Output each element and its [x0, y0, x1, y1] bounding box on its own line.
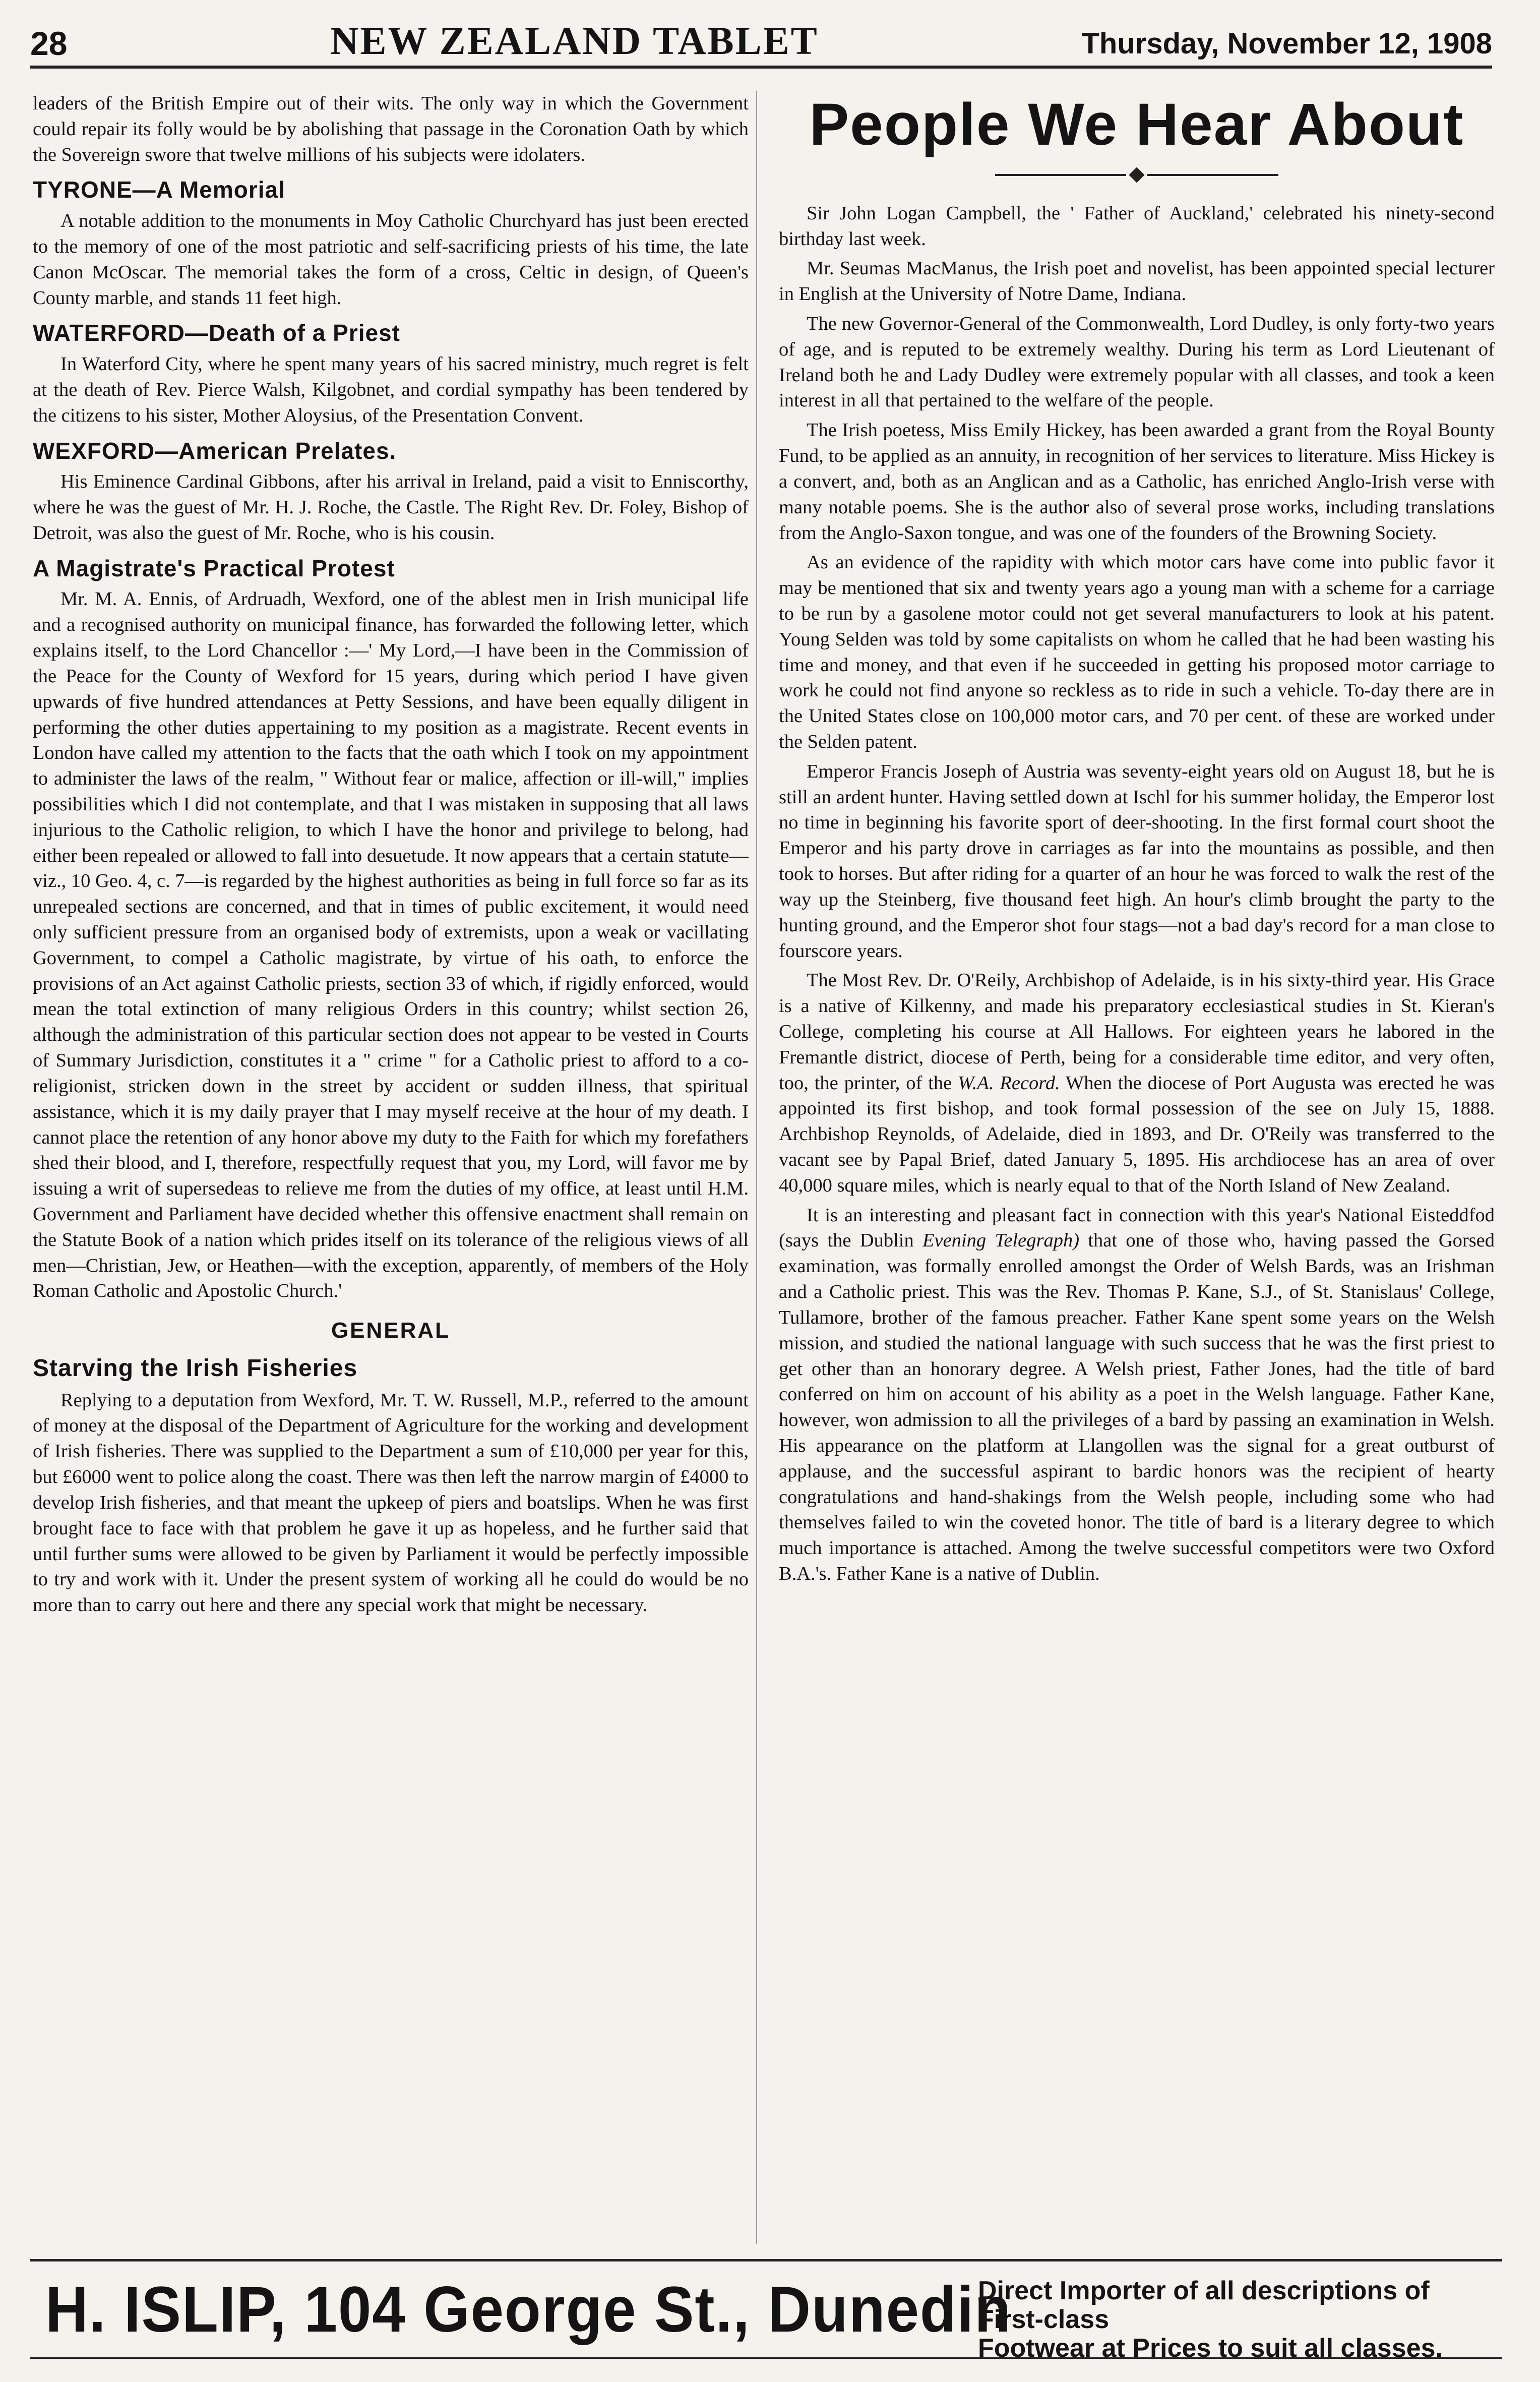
issue-date: Thursday, November 12, 1908: [1081, 27, 1492, 60]
news-item: The Irish poetess, Miss Emily Hickey, has been awarded a grant from the Royal Bounty Fund, to be applied as an annuity, in recognition of her services to literature. Miss Hickey is a convert, and, both as an Anglican and as a Catholic, has enriched Anglo-Irish verse with many notable poems. She is the author also of several prose works, including translations from the Anglo-Saxon tongue, and was one of the founders of the Browning Society.: [779, 420, 1495, 544]
publication-name: W.A. Record.: [958, 1072, 1060, 1094]
article-heading: WEXFORD—American Prelates.: [33, 437, 397, 464]
news-item: Mr. Seumas MacManus, the Irish poet and novelist, has been appointed special lecturer in English at the University of Notre Dame, Indiana.: [779, 258, 1495, 305]
rule-line: [1147, 174, 1278, 176]
news-item: The new Governor-General of the Commonwealth, Lord Dudley, is only forty-two years of age, and is reputed to be extremely wealthy. During his term as Lord Lieutenant of Ireland both he and Lady Dudley were extremely popular with all classes, and took a keen interest in all that pertained to the welfare of the people.: [779, 313, 1495, 411]
article-paragraph: Replying to a deputation from Wexford, Mr. T. W. Russell, M.P., referred to the amount of money at the disposal of the Department of Agriculture for the working and development of Irish fisheries. There was supplied to the Department a sum of £10,000 per year for this, but £6000 went to police along the coast. There was then left the narrow margin of £4000 to develop Irish fisheries, and that meant the upkeep of piers and boatslips. When he was first brought face to face with that problem he gave it up as hopeless, and he further said that until further sums were allowed to be given by Parliament it would be perfectly impossible to try and work with it. Under the present system of working all he could do would be no more than to carry out here and there any special work that might be necessary.: [33, 1389, 749, 1616]
left-column: [33, 91, 749, 1622]
diamond-icon: [1129, 167, 1144, 183]
news-item: [779, 1203, 1495, 1587]
text-run: The Most Rev. Dr. O'Reily, Archbishop of Adelaide, is in his sixty-third year. His Grace is a native of Kilkenny, and made his preparatory ecclesiastical studies in St. Kieran's College, completing his course at All Hallows. For eighteen years he labored in the Fremantle district, diocese of Perth, being for a considerable time editor, and very often, too, the printer, of the: [779, 970, 1495, 1094]
newspaper-title: NEW ZEALAND TABLET: [330, 19, 819, 63]
article-heading: WATERFORD—Death of a Priest: [33, 320, 400, 346]
article-heading: A Magistrate's Practical Protest: [33, 555, 395, 581]
publication-name: Evening Telegraph): [922, 1230, 1080, 1252]
column-divider: [756, 91, 757, 2244]
section-heading-general: GENERAL: [331, 1318, 451, 1343]
article-paragraph: In Waterford City, where he spent many years of his sacred ministry, much regret is felt at the death of Rev. Pierce Walsh, Kilgobnet, and cordial sympathy has been tendered by the citizens to his sister, Mother Aloysius, of the Presentation Convent.: [33, 353, 749, 426]
right-column: [779, 91, 1495, 1591]
ornamental-rule: [779, 169, 1495, 181]
advertisement-banner: [30, 2259, 1502, 2363]
article-paragraph: leaders of the British Empire out of their wits. The only way in which the Government could repair its folly would be by abolishing that passage in the Coronation Oath by which the Sovereign swore that twelve millions of his subjects were idolaters.: [33, 93, 749, 165]
article-paragraph: A notable addition to the monuments in Moy Catholic Churchyard has just been erected to the memory of one of the most patriotic and self-sacrificing priests of his time, the late Canon McOscar. The memorial takes the form of a cross, Celtic in design, of Queen's County marble, and stands 11 feet high.: [33, 210, 749, 309]
news-item: [779, 968, 1495, 1198]
article-paragraph: His Eminence Cardinal Gibbons, after his arrival in Ireland, paid a visit to Enniscorthy, where he was the guest of Mr. H. J. Roche, the Castle. The Right Rev. Dr. Foley, Bishop of Detroit, was also the guest of Mr. Roche, who is his cousin.: [33, 471, 749, 544]
article-paragraph: Mr. M. A. Ennis, of Ardruadh, Wexford, one of the ablest men in Irish municipal life and a recognised authority on municipal finance, has forwarded the following letter, which explains itself, to the Lord Chancellor :—' My Lord,—I have been in the Commission of the Peace for the County of Wexford for 15 years, during which period I have given upwards of five hundred attendances at Petty Sessions, and have been equally diligent in performing the other duties appertaining to my position as a magistrate. Recent events in London have called my attention to the facts that the oath which I took on my appointment to administer the laws of the realm, " Without fear or malice, affection or ill-will," implies possibilities which I did not contemplate, and that I was mistaken in supposing that all laws injurious to the Catholic religion, to which I have the honor and privilege to belong, had either been repealed or allowed to fall into desuetude. It now appears that a certain statute—viz., 10 Geo. 4, c. 7—is regarded by the highest authorities as being in full force so far as its unrepealed sections are concerned, and that in times of public excitement, it would need only sufficient pressure from an organised body of extremists, upon a weak or vacillating Government, to compel a Catholic magistrate, by virtue of his oath, to enforce the provisions of an Act against Catholic priests, section 33 of which, if rigidly enforced, would mean the total extinction of many religious Orders in this country; whilst section 26, although the administration of this particular section does not appear to be vested in Courts of Summary Jurisdiction, constitutes it a " crime " for a Catholic priest to afford to a co-religionist, stricken down in the street by accident or sudden illness, that spiritual assistance, which it is my daily prayer that I may myself receive at the hour of my death. I cannot place the retention of any honor above my duty to the Faith for which my forefathers shed their blood, and I, therefore, respectfully request that you, my Lord, will favor me by issuing a writ of supersedeas to relieve me from the duties of my office, at least until H.M. Government and Parliament have decided whether this offensive enactment shall remain on the Statute Book of a nation which prides itself on its tolerance of the religious views of all men—Christian, Jew, or Heathen—with the exception, apparently, of members of the Holy Roman Catholic and Apostolic Church.': [33, 588, 749, 1302]
article-heading: TYRONE—A Memorial: [33, 176, 285, 203]
page-number: 28: [30, 25, 68, 62]
article-heading: Starving the Irish Fisheries: [33, 1355, 358, 1382]
text-run: It is an interesting and pleasant fact in connection with this year's National Eisteddfod (says the Dublin: [779, 1204, 1495, 1252]
news-item: Emperor Francis Joseph of Austria was seventy-eight years old on August 18, but he is still an ardent hunter. Having settled down at Ischl for his summer holiday, the Emperor lost no time in beginning his favorite sport of deer-shooting. In the first formal court shoot the Emperor and his party drove in carriages as far into the mountains as possible, and then took to horses. But after riding for a quarter of an hour he was forced to walk the rest of the way up the Steinberg, five thousand feet high. An hour's climb brought the party to the hunting ground, and the Emperor shot four stags—not a bad day's record for a man close to fourscore years.: [779, 760, 1495, 962]
tagline-line-1: Direct Importer of all descriptions of First-class: [978, 2276, 1430, 2335]
text-run: When the diocese of Port Augusta was erected he was appointed its first bishop, and took formal possession of the see on July 15, 1888. Archbishop Reynolds, of Adelaide, died in 1893, and Dr. O'Reily was transferred to the vacant see by Papal Brief, dated January 5, 1895. His archdiocese has an area of over 40,000 square miles, which is nearly equal to that of the North Island of New Zealand.: [779, 1072, 1495, 1196]
news-item: As an evidence of the rapidity with which motor cars have come into public favor it may be mentioned that six and twenty years ago a young man with a scheme for a carriage to be run by a gasolene motor could not get several manufacturers to look at his patent. Young Selden was told by some capitalists on whom he called that he had been wasting his time and money, and that even if he succeeded in getting his proposed motor carriage to work he could not find anyone so reckless as to ride in such a vehicle. To-day there are in the United States close on 100,000 motor cars, and 70 per cent. of these are worked under the Selden patent.: [779, 552, 1495, 752]
tagline-line-2: Footwear at Prices to suit all classes.: [978, 2334, 1443, 2363]
people-we-hear-about-title: People We Hear About: [809, 91, 1464, 158]
advertisement-tagline: [978, 2277, 1492, 2363]
text-run: that one of those who, having passed the Gorsed examination, was formally enrolled amongst the Order of Welsh Bards, was an Irishman and a Catholic priest. This was the Rev. Thomas P. Kane, S.J., of St. Stanislaus' College, Tullamore, brother of the famous preacher. Father Kane spent some years on the Welsh mission, and studied the national language with such success that he was the first priest to get other than an honorary degree. A Welsh priest, Father Jones, had the title of bard conferred on him on account of his ability as a poet in the Welsh language. Father Kane, however, won admission to all the privileges of a bard by passing an examination in Welsh. His appearance on the platform at Llangollen was the signal for a great outburst of applause, and the successful aspirant to bardic honors was the recipient of hearty congratulations and hand-shakings from the Welsh people, including some who had themselves failed to win the coveted honor. The title of bard is a literary degree to which much importance is attached. Among the twelve successful competitors were two Oxford B.A.'s. Father Kane is a native of Dublin.: [779, 1230, 1495, 1584]
news-item: Sir John Logan Campbell, the ' Father of Auckland,' celebrated his ninety-second birthday last week.: [779, 202, 1495, 250]
rule-line: [995, 174, 1126, 176]
masthead: [30, 10, 1492, 69]
advertiser-name: H. ISLIP, 104 George St., Dunedin: [45, 2273, 1012, 2346]
